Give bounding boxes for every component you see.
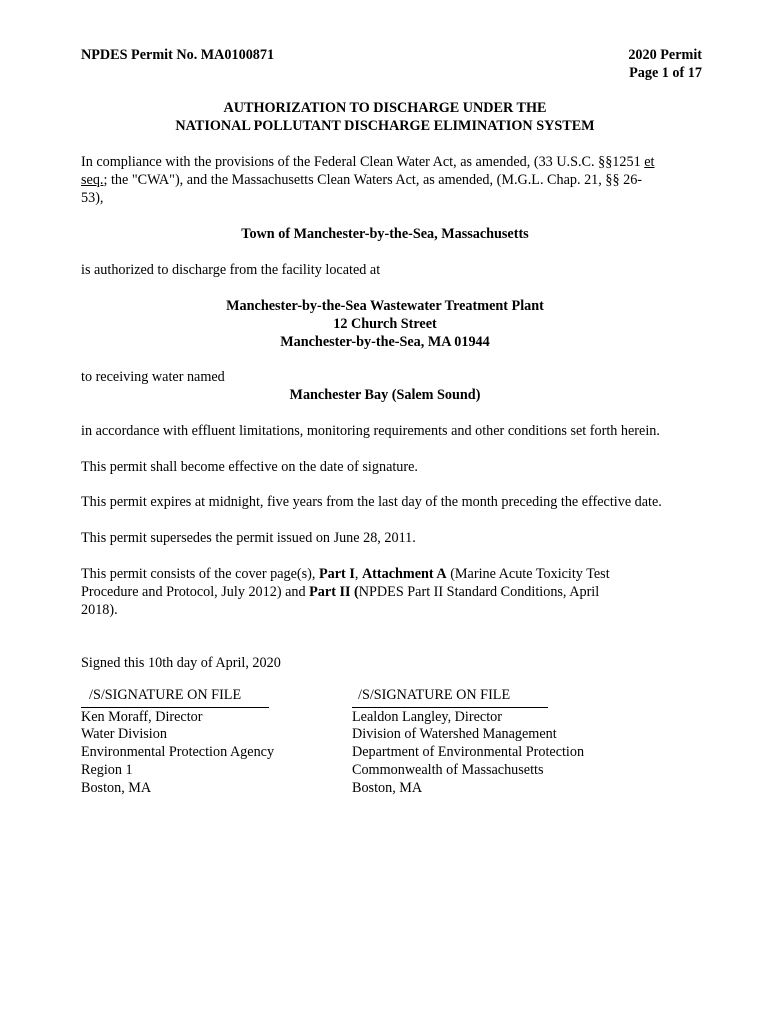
signer-right-line-4: Commonwealth of Massachusetts <box>352 762 544 778</box>
consists-line-1: This permit consists of the cover page(s), Part I, Attachment A (Marine Acute Toxicity Test <box>81 566 610 582</box>
page-number: Page 1 of 17 <box>629 65 702 81</box>
expires-paragraph: This permit expires at midnight, five years from the last day of the month preceding the effective date. <box>81 494 662 510</box>
facility-city: Manchester-by-the-Sea, MA 01944 <box>280 334 490 350</box>
signer-right-line-2: Division of Watershed Management <box>352 726 557 742</box>
signature-left: /S/SIGNATURE ON FILE <box>89 687 242 703</box>
signature-line-right <box>352 687 548 708</box>
consists-line-3: 2018). <box>81 602 118 618</box>
receiving-water: Manchester Bay (Salem Sound) <box>289 387 481 403</box>
accordance-paragraph: in accordance with effluent limitations, monitoring requirements and other conditions set forth herein. <box>81 423 660 439</box>
signer-left-line-4: Region 1 <box>81 762 133 778</box>
facility-name: Manchester-by-the-Sea Wastewater Treatment Plant <box>226 298 544 314</box>
signature-right: /S/SIGNATURE ON FILE <box>358 687 511 703</box>
intro-line-2: seq.; the "CWA"), and the Massachusetts Clean Waters Act, as amended, (M.G.L. Chap. 21, §§ 26- <box>81 172 643 188</box>
title-line-1: AUTHORIZATION TO DISCHARGE UNDER THE <box>223 100 547 116</box>
signer-left-line-3: Environmental Protection Agency <box>81 744 275 760</box>
signed-date: Signed this 10th day of April, 2020 <box>81 655 281 671</box>
supersedes-paragraph: This permit supersedes the permit issued on June 28, 2011. <box>81 530 416 546</box>
signature-line-left <box>81 687 269 708</box>
permit-year: 2020 Permit <box>628 47 702 63</box>
authorized-text: is authorized to discharge from the facility located at <box>81 262 381 278</box>
facility-street: 12 Church Street <box>333 316 437 332</box>
signer-right-name: Lealdon Langley, Director <box>352 709 502 725</box>
signer-right-line-3: Department of Environmental Protection <box>352 744 585 760</box>
receiving-label: to receiving water named <box>81 369 225 385</box>
signer-left-line-2: Water Division <box>81 726 167 742</box>
signer-right-line-5: Boston, MA <box>352 780 423 796</box>
intro-line-3: 53), <box>81 190 104 206</box>
effective-paragraph: This permit shall become effective on the date of signature. <box>81 459 418 475</box>
consists-line-2: Procedure and Protocol, July 2012) and Part II (NPDES Part II Standard Conditions, April <box>81 584 600 600</box>
signer-left-line-5: Boston, MA <box>81 780 152 796</box>
intro-line-1: In compliance with the provisions of the Federal Clean Water Act, as amended, (33 U.S.C. §§1251 et <box>81 154 655 170</box>
signer-left-name: Ken Moraff, Director <box>81 709 203 725</box>
title-line-2: NATIONAL POLLUTANT DISCHARGE ELIMINATION SYSTEM <box>175 118 595 134</box>
permit-number: NPDES Permit No. MA0100871 <box>81 47 275 63</box>
permittee-name: Town of Manchester-by-the-Sea, Massachusetts <box>241 226 529 242</box>
